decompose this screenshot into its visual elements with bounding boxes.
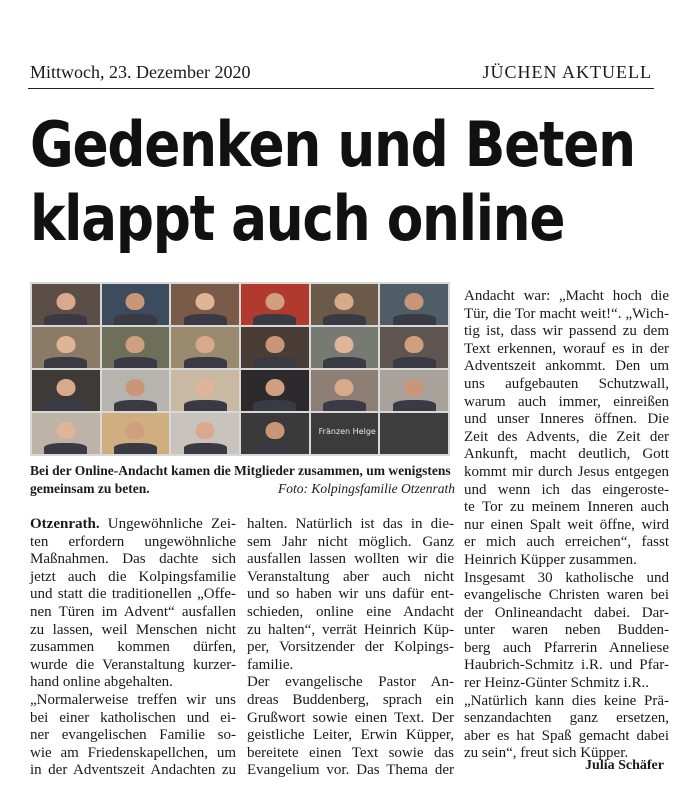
article-line: zu sein“, freut sich Küpper. [464,745,629,762]
participant-tile [311,413,379,454]
participant-tile [380,327,448,368]
participant-face [196,379,215,396]
participant-tile [380,284,448,325]
article-line: nur einen Spalt weit öffne, wird [464,516,669,533]
article-line: wurde die Veranstaltung kurzer- [30,656,236,673]
article-line: Evangelium vor. Das Thema der [247,762,454,779]
participant-tile [171,284,239,325]
participant-tile [102,284,170,325]
article-line: kommt mir durch Jesus entgegen [464,463,669,480]
article-line: bei einer katholischen und ei- [30,709,236,726]
participant-face [126,293,145,310]
caption-text: Bei der Online-Andacht kamen die Mitglieder zusammen, um wenigstens gemeinsam zu beten. [30,463,451,496]
participant-body [184,400,227,411]
article-line: „Normalerweise treffen wir uns [30,691,236,708]
participant-tile [171,413,239,454]
participant-body [253,314,296,325]
participant-body [393,314,436,325]
article-line: evangelische Christen waren bei [464,587,669,604]
article-line: uns aufgebauten Schutzwall, [464,375,669,392]
article-line: ausfallen lassen wollten wir die [247,551,454,568]
participant-body [184,443,227,454]
article-line: jetzt auch die Kolpingsfamilie [30,568,236,585]
section-title: JÜCHEN AKTUELL [482,62,652,82]
article-line: und wenn ich das eingeroste- [464,481,669,498]
article-line: Adventszeit ankommt. Den um [464,358,669,375]
participant-body [253,400,296,411]
participant-body [323,357,366,368]
participant-face [265,293,284,310]
participant-face [126,379,145,396]
participant-body [184,314,227,325]
participant-tile [311,327,379,368]
page-header [30,62,652,88]
article-line: schieden, online eine Andacht [247,603,454,620]
article-line: aber es hat Spaß gemacht dabei [464,727,669,744]
article-line: nen Türen im Advent“ ausfallen [30,603,236,620]
article-line: per, Vorsitzender der Kolpings- [247,639,454,656]
participant-body [323,400,366,411]
participant-face [196,422,215,439]
article-line: und unser Inneres öffnen. Die [464,411,669,428]
headline-line-1: Gedenken und Beten [30,108,635,181]
participant-body [114,400,157,411]
photo-caption [30,462,455,498]
participant-tile [241,370,309,411]
participant-face [335,336,354,353]
article-line: senzandachten ganz ersetzen, [464,710,669,727]
headline-line-2: klappt auch online [30,182,565,255]
article-line: ner evangelischen Familie so- [30,727,236,744]
participant-face [56,336,75,353]
article-line: unter waren neben Budden- [464,622,669,639]
participant-tile [241,284,309,325]
participant-face [405,379,424,396]
participant-body [253,357,296,368]
participant-name: Fränzen Helge [318,427,376,436]
article-line: Haubrich-Schmitz i.R. und Pfar- [464,657,669,674]
participant-face [405,293,424,310]
photo-credit: Foto: Kolpingsfamilie Otzenrath [278,481,455,496]
header-divider [28,88,654,89]
participant-face [56,379,75,396]
participant-body [44,314,87,325]
participant-face [56,293,75,310]
article-line: ten erfordern ungewöhnliche [30,533,236,550]
video-conference-photo [30,282,450,456]
participant-face [196,293,215,310]
article-line: halten. Natürlich ist das in die- [247,516,454,532]
participant-face [265,336,284,353]
article-line: Ankunft, macht deutlich, Gott [464,446,669,463]
article-line: wie am Friedenskapellchen, um [30,744,236,761]
article-line: sem Jahr nicht möglich. Ganz [247,533,454,550]
article-line: rer Heinz-Günter Schmitz i.R.. [464,675,649,692]
participant-body [44,400,87,411]
participant-body [44,443,87,454]
article-column-1 [30,516,236,780]
participant-tile [32,327,100,368]
participant-face [126,422,145,439]
article-line [30,516,236,534]
participant-face [196,336,215,353]
participant-body [44,357,87,368]
article-line: Heinrich Küpper zusammen. [464,551,637,568]
participant-body [114,357,157,368]
participant-tile [171,370,239,411]
article-line: dreas Buddenberg, sprach ein [247,691,454,708]
article-line: er mich auch erreichen“, fasst [464,534,669,551]
article-line: familie. [247,656,294,673]
article-line: Veranstaltung aber auch nicht [247,568,454,585]
article-line-text: Ungewöhnliche Zei- [107,516,236,532]
article-line: in der Adventszeit Andachten zu [30,762,236,779]
author-byline: Julia Schäfer [585,758,664,773]
participant-tile [32,284,100,325]
article-line: zusammen kommen dürfen, [30,639,236,656]
article-line: geistliche Leiter, Erwin Küpper, [247,727,454,744]
article-line: tig ist, dass wir passend zu dem [464,323,669,340]
participant-face [265,422,284,439]
participant-tile [311,370,379,411]
participant-tile [311,284,379,325]
article-line: und so haben wir uns dafür ent- [247,586,454,603]
participant-face [335,293,354,310]
article-line: Insgesamt 30 katholische und [464,569,669,586]
article-line: hand online abgehalten. [30,674,173,691]
article-line: Andacht war: „Macht hoch die [464,288,669,304]
participant-tile [241,413,309,454]
participant-face [126,336,145,353]
participant-body [114,443,157,454]
article-line: „Natürlich kann dies keine Prä- [464,692,669,709]
article-column-3 [464,288,669,763]
participant-body [393,400,436,411]
participant-body [114,314,157,325]
participant-face [265,379,284,396]
article-line: Grußwort sowie einen Text. Der [247,709,454,726]
article-line: Text erkennen, worauf es in der [464,340,669,357]
participant-face [335,379,354,396]
article-line: Der evangelische Pastor An- [247,674,454,691]
participant-tile [380,370,448,411]
participant-tile [241,327,309,368]
participant-body [323,314,366,325]
participant-tile [32,370,100,411]
participant-tile [32,413,100,454]
participant-tile [380,413,448,454]
participant-tile [102,413,170,454]
participant-body [184,357,227,368]
article-line: und statt die traditionellen „Offe- [30,586,236,603]
article-line: Zeit des Advents, die Zeit der [464,428,669,445]
article-line: warum auch immer, einreißen [464,393,669,410]
participant-body [393,357,436,368]
participant-face [56,422,75,439]
article-line: Tür, die Tor macht weit!“. „Wich- [464,305,669,322]
participant-face [405,336,424,353]
participant-tile [171,327,239,368]
article-line: zu lassen, weil Menschen nicht [30,621,236,638]
article-line: te Tor zu meinem Inneren auch [464,499,669,516]
participant-tile [102,370,170,411]
article-column-2 [247,516,454,780]
headline [30,108,635,256]
dateline: Otzenrath. [30,516,108,532]
issue-date: Mittwoch, 23. Dezember 2020 [30,62,251,82]
participant-tile [102,327,170,368]
article-line: zu halten“, verrät Heinrich Küp- [247,621,454,638]
article-line: bereitete einen Text sowie das [247,744,454,761]
article-line: Maßnahmen. Das dachte sich [30,551,236,568]
article-line: der Onlineandacht dabei. Dar- [464,604,669,621]
article-line: berg auch Pfarrerin Anneliese [464,639,669,656]
participant-body [253,443,296,454]
